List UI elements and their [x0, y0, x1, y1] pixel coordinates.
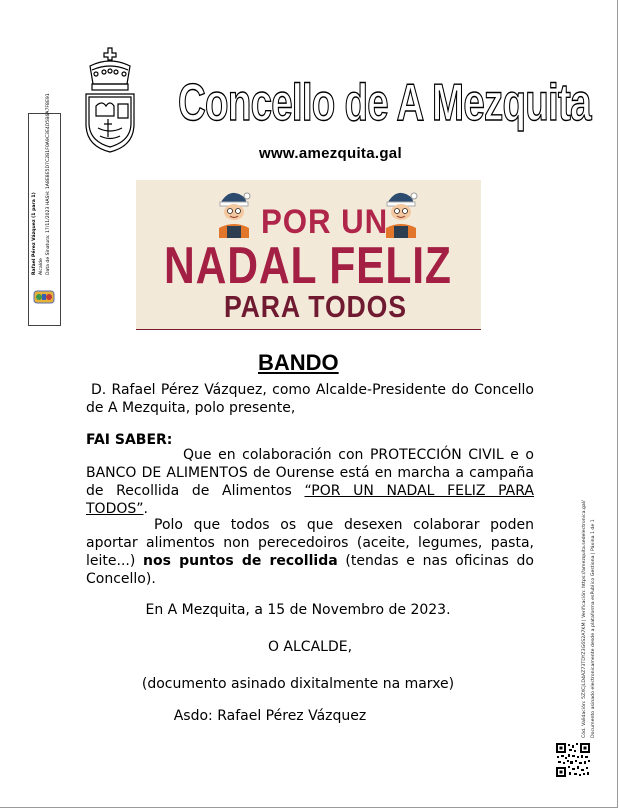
verification-code: Cód. Validación: 5ZXCJLD4AZ73TDYZ3G6S2A7KM | Verificación: https://amezquita.sedelectronica.gal/ [582, 500, 587, 738]
paragraph-collection-end: (tendas e nas oficinas do Concello). [86, 553, 534, 587]
verification-platform: Documento asinado electronicamente desde a plataforma esPublico Gestiona | Páxina 1 de 1 [591, 519, 596, 738]
campaign-name: “POR UN NADAL FELIZ PARA TODOS” [86, 483, 534, 517]
page-title: Concello de A Mezquita [178, 74, 591, 132]
campaign-banner [136, 180, 481, 330]
date-line: En A Mezquita, a 15 de Novembro de 2023. [145, 602, 451, 618]
paragraph-campaign [86, 446, 534, 518]
collection-points: nos puntos de recollida [143, 553, 338, 569]
signature-hash: Data de Sinatura: 17/11/2023 HASH: 1A8E8E5D7C2B1F0A9C3E4D5B6A7F8E91 [46, 93, 51, 275]
signature-signer: Rafael Pérez Vázquez (1 para 1) [32, 192, 37, 275]
website-link[interactable]: www.amezquita.gal [259, 145, 402, 162]
banner-line-2: NADAL FELIZ [164, 237, 452, 295]
signature-strip-text [31, 93, 59, 275]
paragraph-campaign-start: Que en colaboración con PROTECCIÓN CIVIL e o BANCO DE ALIMENTOS de Ourense está en marcha a campaña de Recollida de Alimentos [86, 447, 534, 499]
document-title: BANDO [258, 350, 339, 375]
intro-paragraph: D. Rafael Pérez Vázquez, como Alcalde-Presidente do Concello de A Mezquita, polo presente, [86, 382, 534, 416]
signature-role: Alcalde [39, 258, 44, 275]
paragraph-campaign-end: . [143, 501, 148, 517]
signature-note: (documento asinado dixitalmente na marxe) [141, 676, 455, 692]
fai-saber-heading: FAI SABER: [86, 432, 173, 448]
paragraph-collection-start: Polo que todos os que desexen colaborar poden aportar alimentos non perecedoiros (aceite, legumes, pasta, leite...) [86, 517, 534, 569]
signer-title: O ALCALDE, [267, 639, 353, 655]
verification-strip [577, 488, 611, 738]
banner-line-3: PARA TODOS [224, 289, 407, 324]
coat-of-arms-icon [78, 44, 142, 156]
qr-code-icon[interactable] [555, 742, 591, 778]
seal-icon [33, 290, 55, 304]
signer-name: Asdo: Rafael Pérez Vázquez [173, 708, 367, 724]
paragraph-collection [86, 516, 534, 588]
banner-line-1: POR UN [261, 203, 389, 241]
santa-hat-volunteer-icon [213, 186, 255, 238]
